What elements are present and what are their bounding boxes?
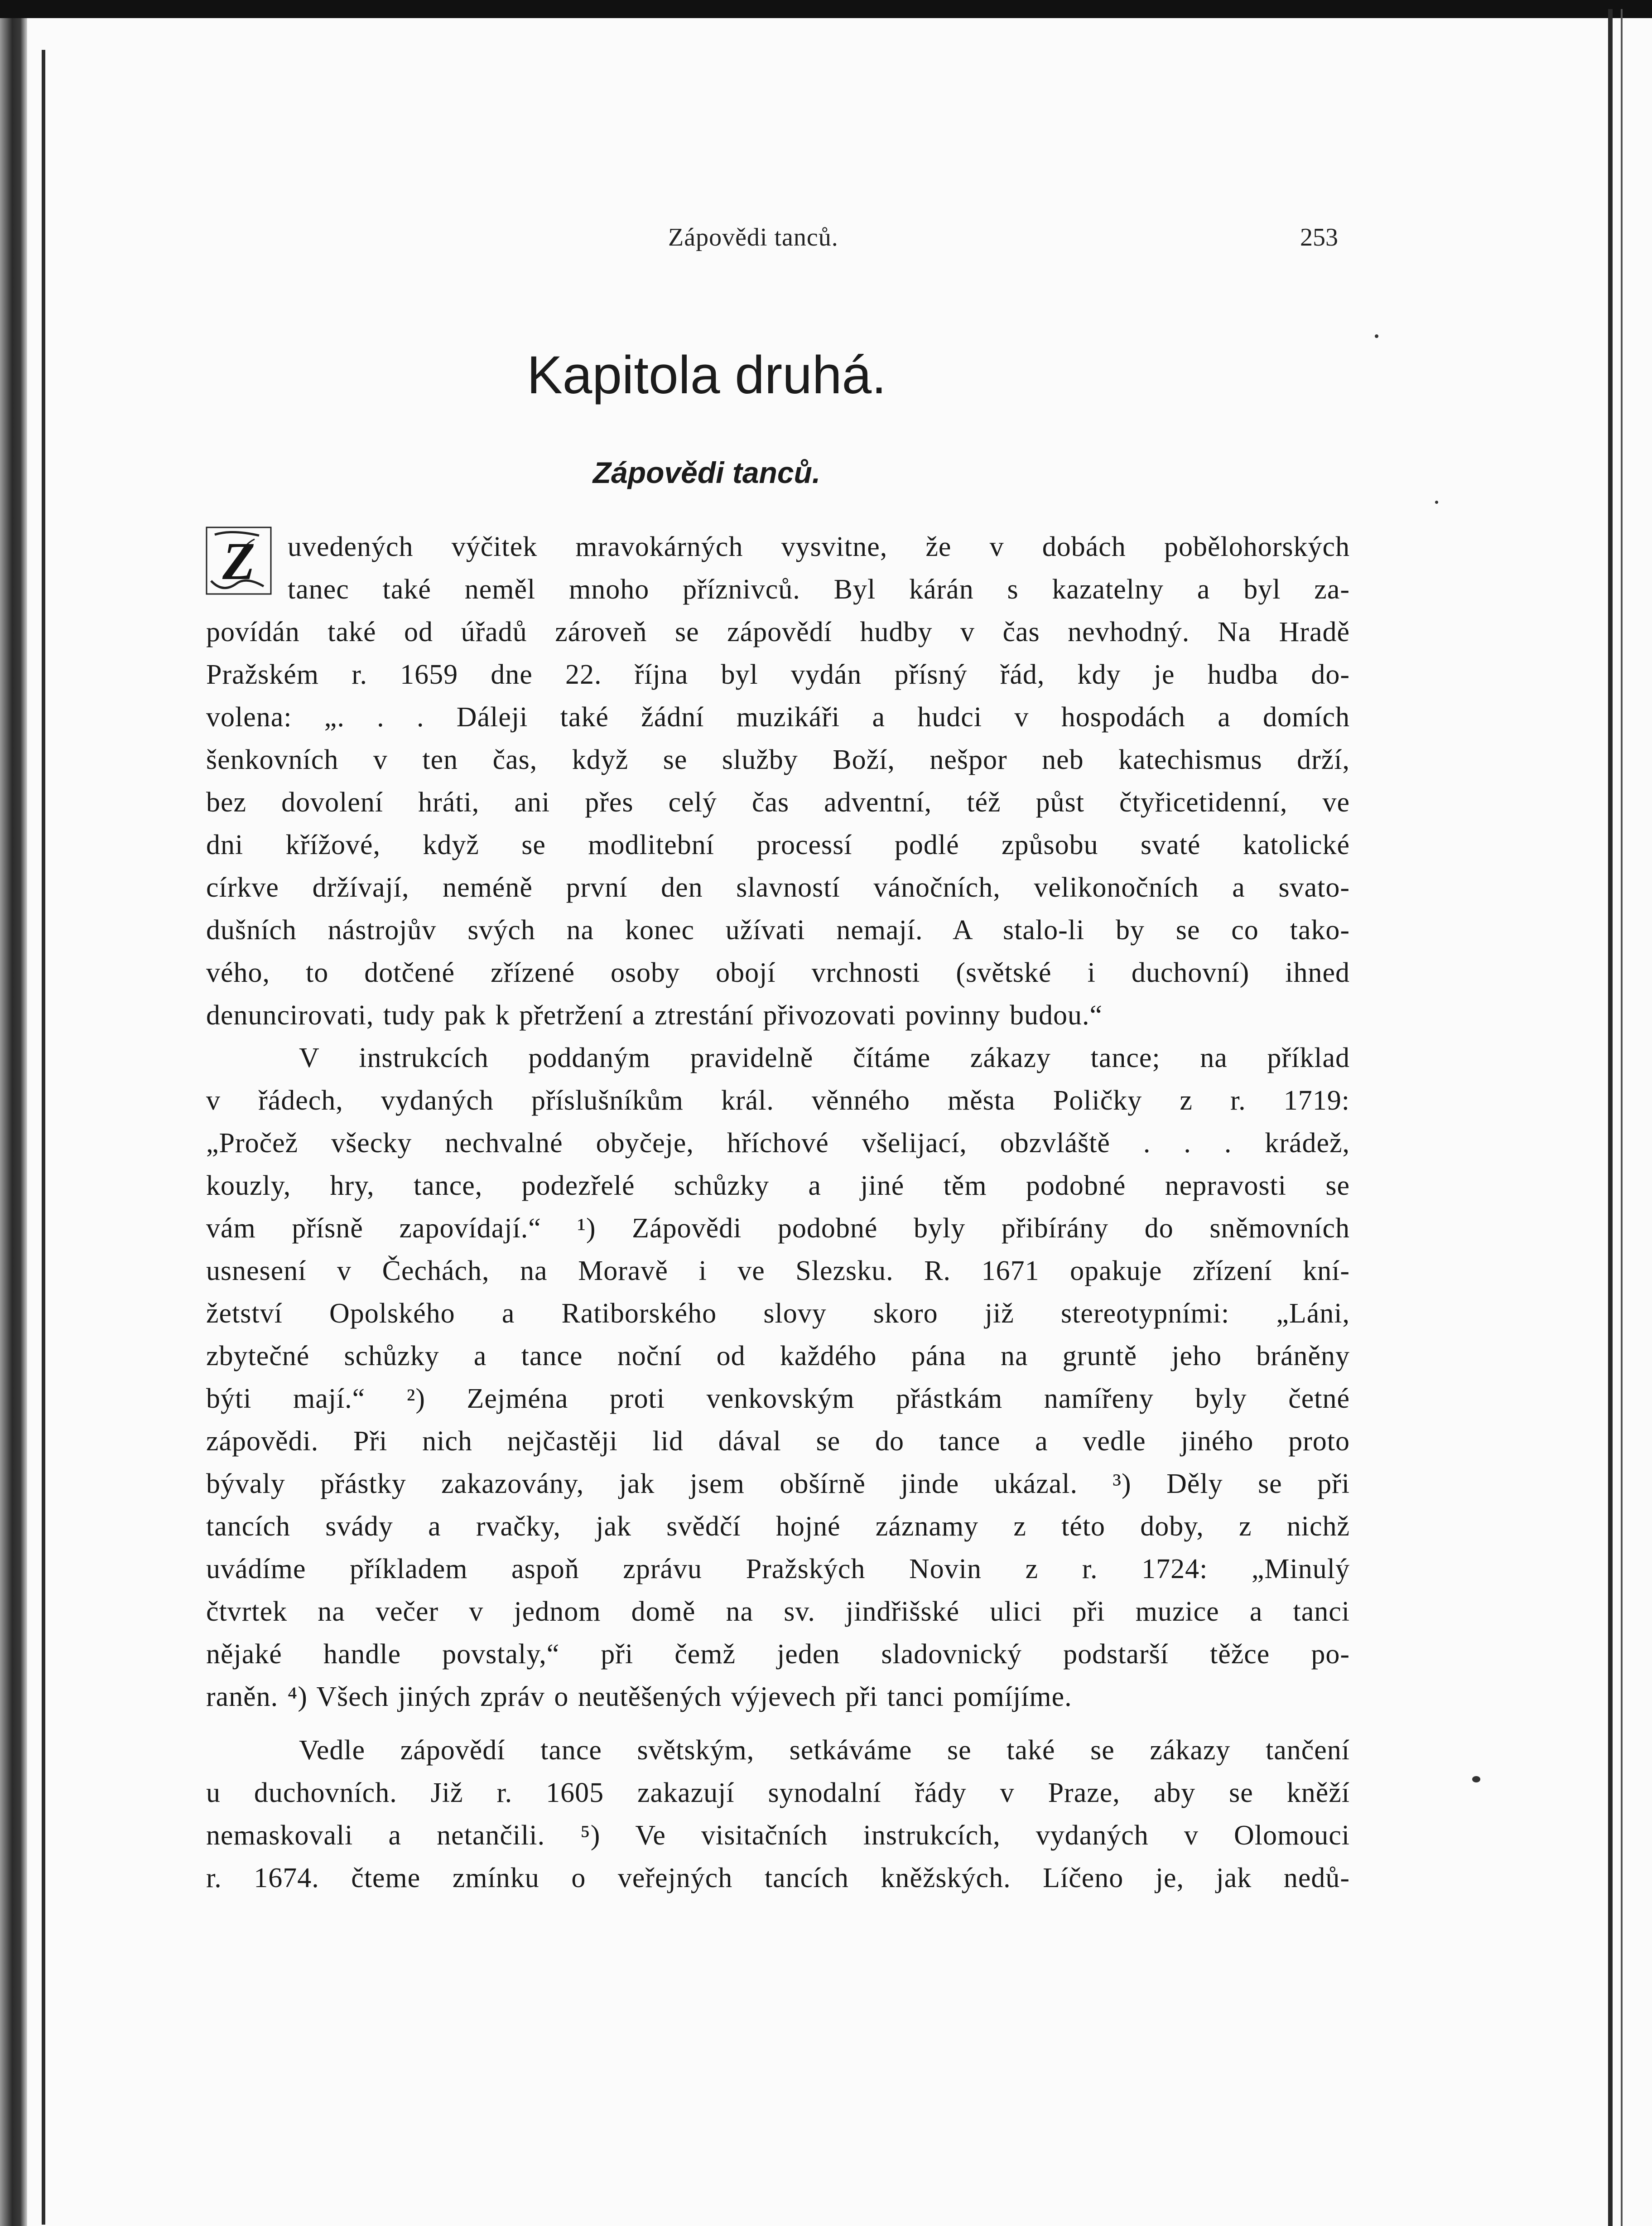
text-line: usnesení v Čechách, na Moravě i ve Slezsku. R. 1671 opakuje zřízení kní- bbox=[206, 1255, 1350, 1286]
text-line: tanec také neměl mnoho příznivců. Byl kárán s kazatelny a byl za- bbox=[288, 574, 1350, 605]
text-line: šenkovních v ten čas, když se služby Boží, nešpor neb katechismus drží, bbox=[206, 744, 1350, 775]
text-line: vého, to dotčené zřízené osoby obojí vrchnosti (světské i duchovní) ihned bbox=[206, 957, 1350, 988]
text-line: zápovědi. Při nich nejčastěji lid dával se do tance a vedle jiného proto bbox=[206, 1426, 1350, 1457]
drop-cap-letter: Z bbox=[222, 531, 255, 591]
text-line: V instrukcích poddaným pravidelně čítáme zákazy tance; na příklad bbox=[299, 1043, 1350, 1073]
text-line: Pražském r. 1659 dne 22. října byl vydán přísný řád, kdy je hudba do- bbox=[206, 659, 1350, 690]
text-line: býti mají.“ ²) Zejména proti venkovským přástkám namířeny byly četné bbox=[206, 1383, 1350, 1414]
running-head: Zápovědi tanců. bbox=[668, 223, 838, 251]
text-line: r. 1674. čteme zmínku o veřejných tancích kněžských. Líčeno je, jak nedů- bbox=[206, 1863, 1350, 1893]
text-line: zbytečné schůzky a tance noční od každého pána na gruntě jeho bráněny bbox=[206, 1341, 1350, 1371]
section-title: Zápovědi tanců. bbox=[592, 456, 821, 489]
text-line: čtvrtek na večer v jednom domě na sv. jindřišské ulici při muzice a tanci bbox=[206, 1596, 1350, 1627]
text-line: „Pročež všecky nechvalné obyčeje, hříchové všelijací, obzvláště . . . krádež, bbox=[206, 1128, 1350, 1159]
text-line: denuncirovati, tudy pak k přetržení a ztrestání přivozovati povinny budou.“ bbox=[206, 1000, 1103, 1031]
text-line: volena: „. . . Dáleji také žádní muzikáři a hudci v hospodách a domích bbox=[206, 702, 1350, 733]
text-line: v řádech, vydaných příslušníkům král. věnného města Poličky z r. 1719: bbox=[206, 1085, 1350, 1116]
text-line: uvádíme příkladem aspoň zprávu Pražských Novin z r. 1724: „Minulý bbox=[206, 1554, 1350, 1584]
text-line: bez dovolení hráti, ani přes celý čas adventní, též půst čtyřicetidenní, ve bbox=[206, 787, 1350, 818]
scan-top-edge bbox=[0, 0, 1652, 18]
text-line: uvedených výčitek mravokárných vysvitne, že v dobách pobělohorských bbox=[288, 531, 1350, 562]
chapter-title: Kapitola druhá. bbox=[527, 345, 886, 405]
page-number: 253 bbox=[1300, 223, 1338, 251]
body-text bbox=[206, 526, 1350, 1899]
text-line: tancích svády a rvačky, jak svědčí hojné záznamy z této doby, z nichž bbox=[206, 1511, 1350, 1542]
page-right-edge-inner bbox=[1621, 9, 1623, 2226]
dust-speck bbox=[1375, 334, 1378, 338]
paragraph bbox=[206, 1729, 1350, 1899]
text-line: bývaly přástky zakazovány, jak jsem obšírně jinde ukázal. ³) Děly se při bbox=[206, 1468, 1350, 1499]
paragraph bbox=[206, 526, 1350, 1037]
dust-speck bbox=[1472, 1776, 1480, 1782]
text-line: nemaskovali a netančili. ⁵) Ve visitačních instrukcích, vydaných v Olomouci bbox=[206, 1820, 1350, 1851]
text-line: žetství Opolského a Ratiborského slovy skoro již stereotypními: „Láni, bbox=[206, 1298, 1350, 1329]
paragraph bbox=[206, 1037, 1350, 1718]
text-line: dušních nástrojův svých na konec užívati nemají. A stalo-li by se co tako- bbox=[206, 915, 1350, 946]
text-line: raněn. ⁴) Všech jiných zpráv o neutěšených výjevech při tanci pomíjíme. bbox=[206, 1681, 1072, 1712]
text-line: Vedle zápovědí tance světským, setkáváme se také se zákazy tančení bbox=[299, 1735, 1350, 1766]
text-line: kouzly, hry, tance, podezřelé schůzky a jiné těm podobné nepravosti se bbox=[206, 1170, 1350, 1201]
text-line: vám přísně zapovídají.“ ¹) Zápovědi podobné byly přibírány do sněmovních bbox=[206, 1213, 1350, 1244]
dust-speck bbox=[1435, 501, 1438, 504]
text-line: dni křížové, když se modlitební processí podlé způsobu svaté katolické bbox=[206, 830, 1350, 860]
text-line: církve držívají, neméně první den slavností vánočních, velikonočních a svato- bbox=[206, 872, 1350, 903]
text-line: u duchovních. Již r. 1605 zakazují synodalní řády v Praze, aby se kněží bbox=[206, 1777, 1350, 1808]
text-line: povídán také od úřadů zároveň se zápovědí hudby v čas nevhodný. Na Hradě bbox=[206, 617, 1350, 647]
text-line: nějaké handle povstaly,“ při čemž jeden sladovnický podstarší těžce po- bbox=[206, 1639, 1350, 1670]
page-right-edge bbox=[1608, 9, 1613, 2226]
